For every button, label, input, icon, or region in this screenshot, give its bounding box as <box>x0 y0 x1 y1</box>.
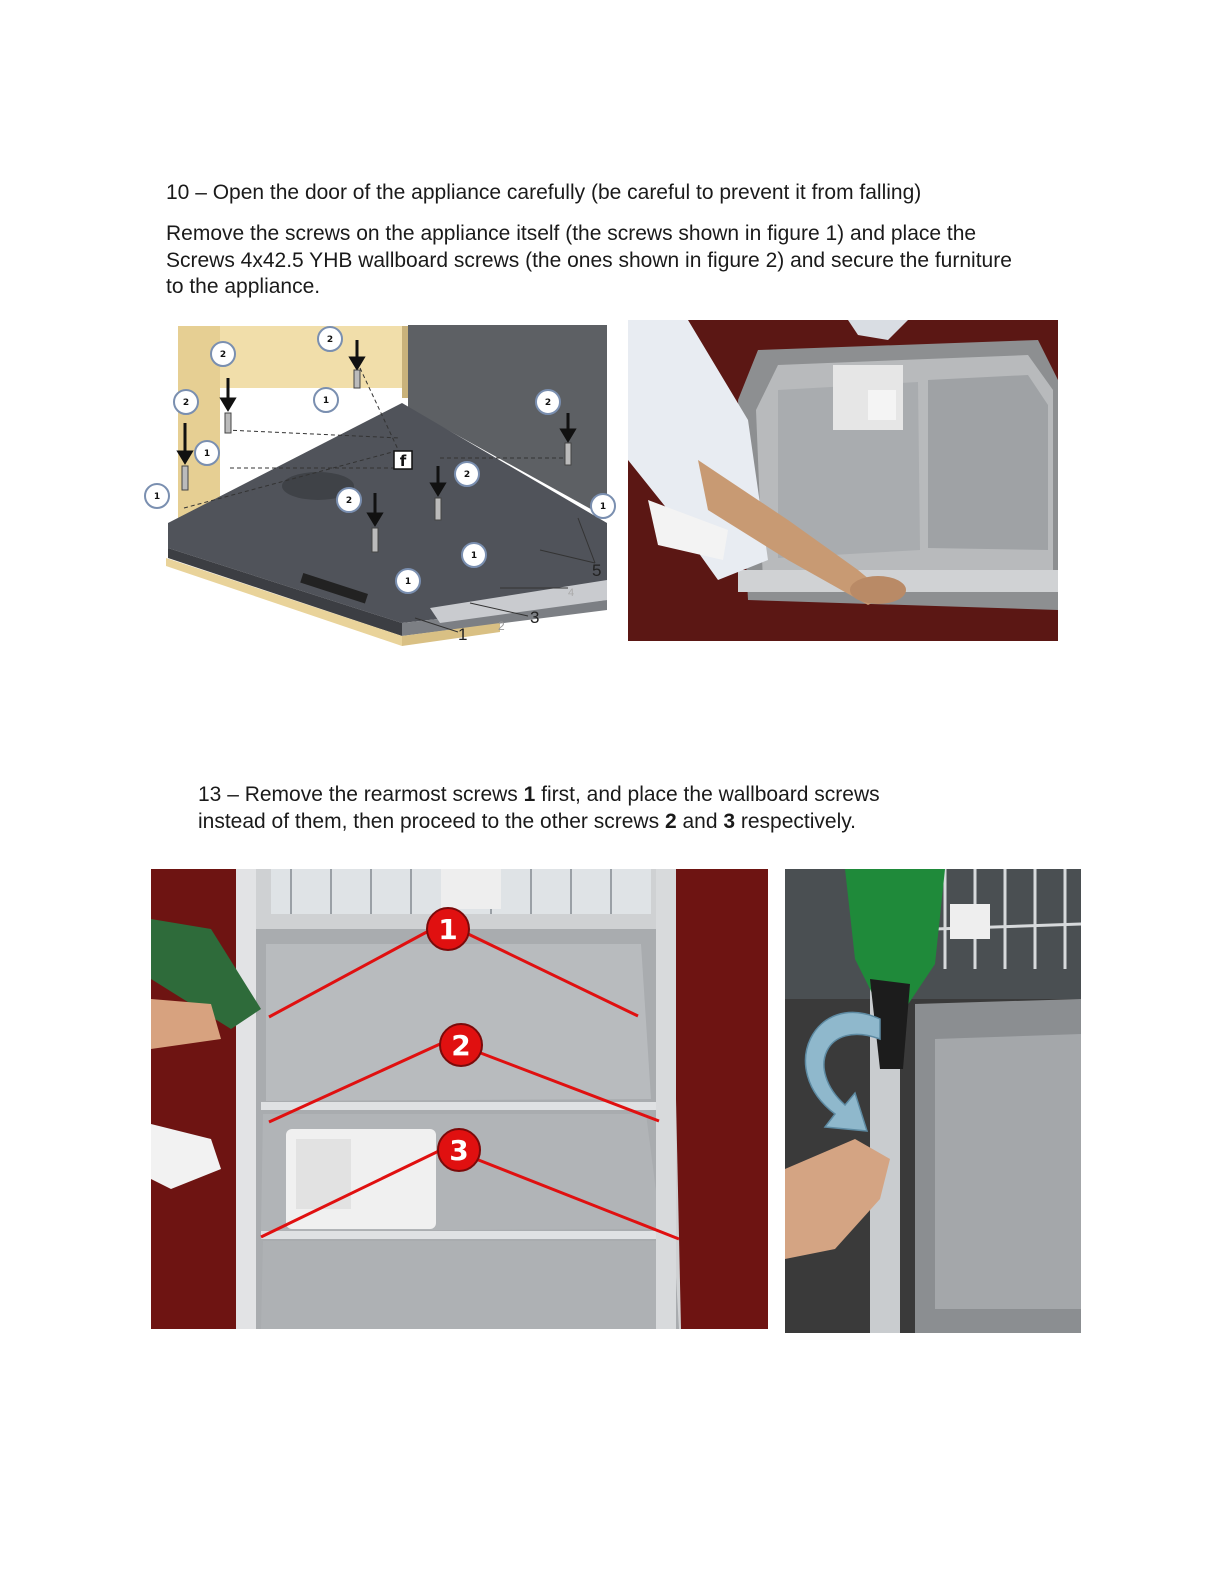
part-number-1: 1 <box>458 625 468 644</box>
svg-text:2: 2 <box>219 350 227 360</box>
callout-2 <box>440 1024 482 1066</box>
instruction-line: Remove the screws on the appliance itself (the screws shown in figure 1) and place the <box>166 222 977 245</box>
screw-number: 3 <box>723 809 736 833</box>
marker-1 <box>145 484 169 508</box>
svg-text:2: 2 <box>544 398 552 408</box>
photo-open-door <box>628 320 1058 641</box>
svg-text:1: 1 <box>438 913 458 946</box>
step-10-heading: 10 – Open the door of the appliance carefully (be careful to prevent it from falling) <box>166 181 922 204</box>
marker-2 <box>536 390 560 414</box>
instruction-line: Screws 4x42.5 YHB wallboard screws (the ones shown in figure 2) and secure the furniture <box>166 248 1012 272</box>
svg-text:2: 2 <box>345 496 353 506</box>
svg-text:1: 1 <box>153 492 161 502</box>
part-number-2: 2 <box>498 619 505 633</box>
step-10-instructions <box>166 221 1096 301</box>
photo-drill-closeup <box>785 869 1081 1333</box>
svg-text:2: 2 <box>182 398 190 408</box>
marker-2 <box>211 342 235 366</box>
marker-1 <box>314 388 338 412</box>
screw-number: 2 <box>664 809 677 833</box>
label-f: f <box>399 452 407 470</box>
step-13-instructions <box>198 782 958 835</box>
svg-text:1: 1 <box>470 551 478 561</box>
screw-number: 1 <box>523 783 536 806</box>
svg-text:2: 2 <box>451 1029 471 1062</box>
part-number-5: 5 <box>592 561 602 580</box>
svg-text:1: 1 <box>322 396 330 406</box>
svg-text:2: 2 <box>463 470 471 480</box>
svg-text:1: 1 <box>404 577 412 587</box>
instruction-line: to the appliance. <box>166 275 321 298</box>
marker-2 <box>174 390 198 414</box>
marker-1 <box>462 543 486 567</box>
marker-1 <box>396 569 420 593</box>
part-number-4: 4 <box>568 587 575 599</box>
instruction-line: 13 – Remove the rearmost screws 1 first, and place the wallboard screws <box>198 783 880 806</box>
svg-text:2: 2 <box>326 335 334 345</box>
part-number-3: 3 <box>530 608 540 627</box>
photo-door-interior-callouts <box>151 869 768 1329</box>
marker-1 <box>591 494 615 518</box>
svg-text:3: 3 <box>449 1134 469 1167</box>
marker-2 <box>337 488 361 512</box>
instruction-line: instead of them, then proceed to the other screws 2 and 3 respectively. <box>198 809 857 833</box>
marker-2 <box>455 462 479 486</box>
svg-text:1: 1 <box>203 449 211 459</box>
callout-3 <box>438 1129 480 1171</box>
marker-2 <box>318 327 342 351</box>
svg-text:1: 1 <box>599 502 607 512</box>
door-screw-diagram <box>140 318 620 658</box>
marker-1 <box>195 441 219 465</box>
callout-1 <box>427 908 469 950</box>
